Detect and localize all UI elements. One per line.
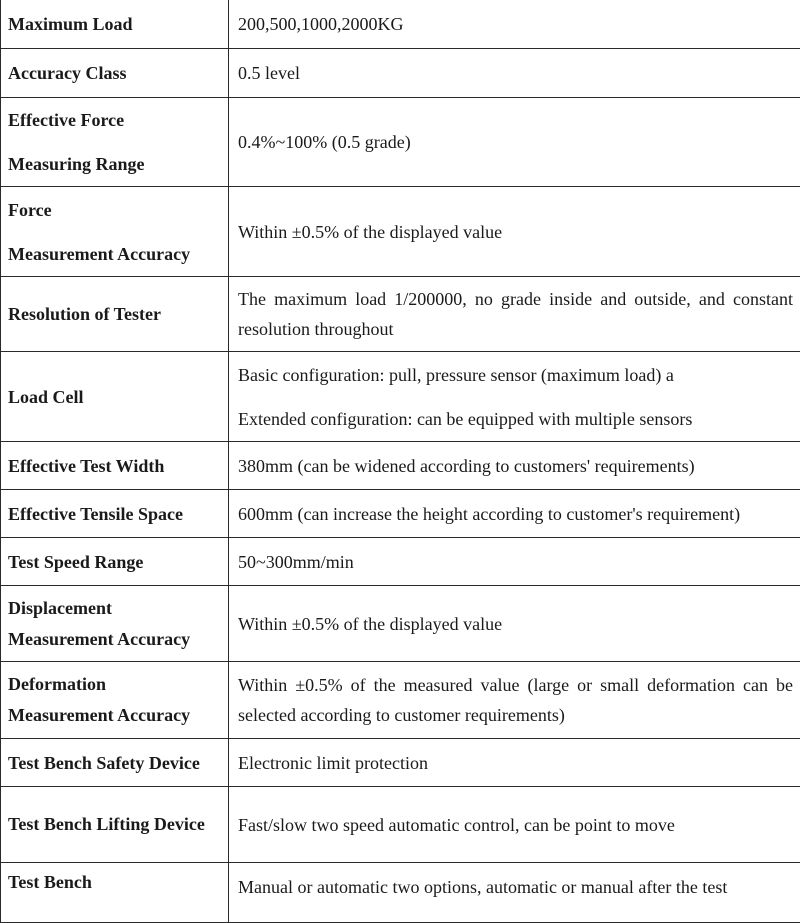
row-label-line: Force [8, 188, 222, 232]
row-value-line: Extended configuration: can be equipped with multiple sensors [238, 397, 793, 441]
row-label-line: Effective Force [8, 98, 222, 142]
row-label: Resolution of Tester [1, 277, 229, 352]
table-row [1, 352, 800, 442]
table-row [1, 187, 800, 277]
row-label-line: Deformation [8, 669, 222, 700]
row-label-line: Displacement [8, 593, 222, 624]
table-row [1, 490, 800, 538]
row-label: Test Bench [1, 863, 229, 923]
row-value: Fast/slow two speed automatic control, can be point to move [229, 787, 800, 863]
row-label [1, 586, 229, 662]
row-value: 200,500,1000,2000KG [229, 0, 800, 49]
row-label-line: Measurement Accuracy [8, 232, 222, 276]
table-row [1, 662, 800, 739]
row-value: Within ±0.5% of the measured value (large or small deformation can be selected according to customer requirements) [229, 662, 800, 739]
row-value: Within ±0.5% of the displayed value [229, 586, 800, 662]
row-label: Maximum Load [1, 0, 229, 49]
table-row [1, 586, 800, 662]
row-label: Test Bench Safety Device [1, 739, 229, 787]
table-row [1, 98, 800, 187]
table-row [1, 863, 800, 923]
row-value: Electronic limit protection [229, 739, 800, 787]
row-label: Test Bench Lifting Device [1, 787, 229, 863]
row-label-line: Measuring Range [8, 142, 222, 186]
table-row [1, 49, 800, 98]
table-row [1, 787, 800, 863]
row-value: The maximum load 1/200000, no grade inside and outside, and constant resolution throughout [229, 277, 800, 352]
table-row [1, 739, 800, 787]
row-value: 380mm (can be widened according to customers' requirements) [229, 442, 800, 490]
row-value-line: Basic configuration: pull, pressure sensor (maximum load) a [238, 353, 793, 397]
row-label [1, 98, 229, 187]
row-label: Effective Test Width [1, 442, 229, 490]
row-label [1, 662, 229, 739]
table-row [1, 442, 800, 490]
table-row [1, 277, 800, 352]
row-label: Accuracy Class [1, 49, 229, 98]
row-label: Load Cell [1, 352, 229, 442]
row-label: Test Speed Range [1, 538, 229, 586]
row-value [229, 352, 800, 442]
row-value: Within ±0.5% of the displayed value [229, 187, 800, 277]
row-label-line: Measurement Accuracy [8, 624, 222, 655]
row-value: 600mm (can increase the height according to customer's requirement) [229, 490, 800, 538]
row-label: Effective Tensile Space [1, 490, 229, 538]
row-value: 50~300mm/min [229, 538, 800, 586]
row-value: 0.5 level [229, 49, 800, 98]
row-value: 0.4%~100% (0.5 grade) [229, 98, 800, 187]
row-label-line: Measurement Accuracy [8, 700, 222, 731]
table-row [1, 0, 800, 49]
table-row [1, 538, 800, 586]
row-value: Manual or automatic two options, automatic or manual after the test [229, 863, 800, 923]
row-label [1, 187, 229, 277]
